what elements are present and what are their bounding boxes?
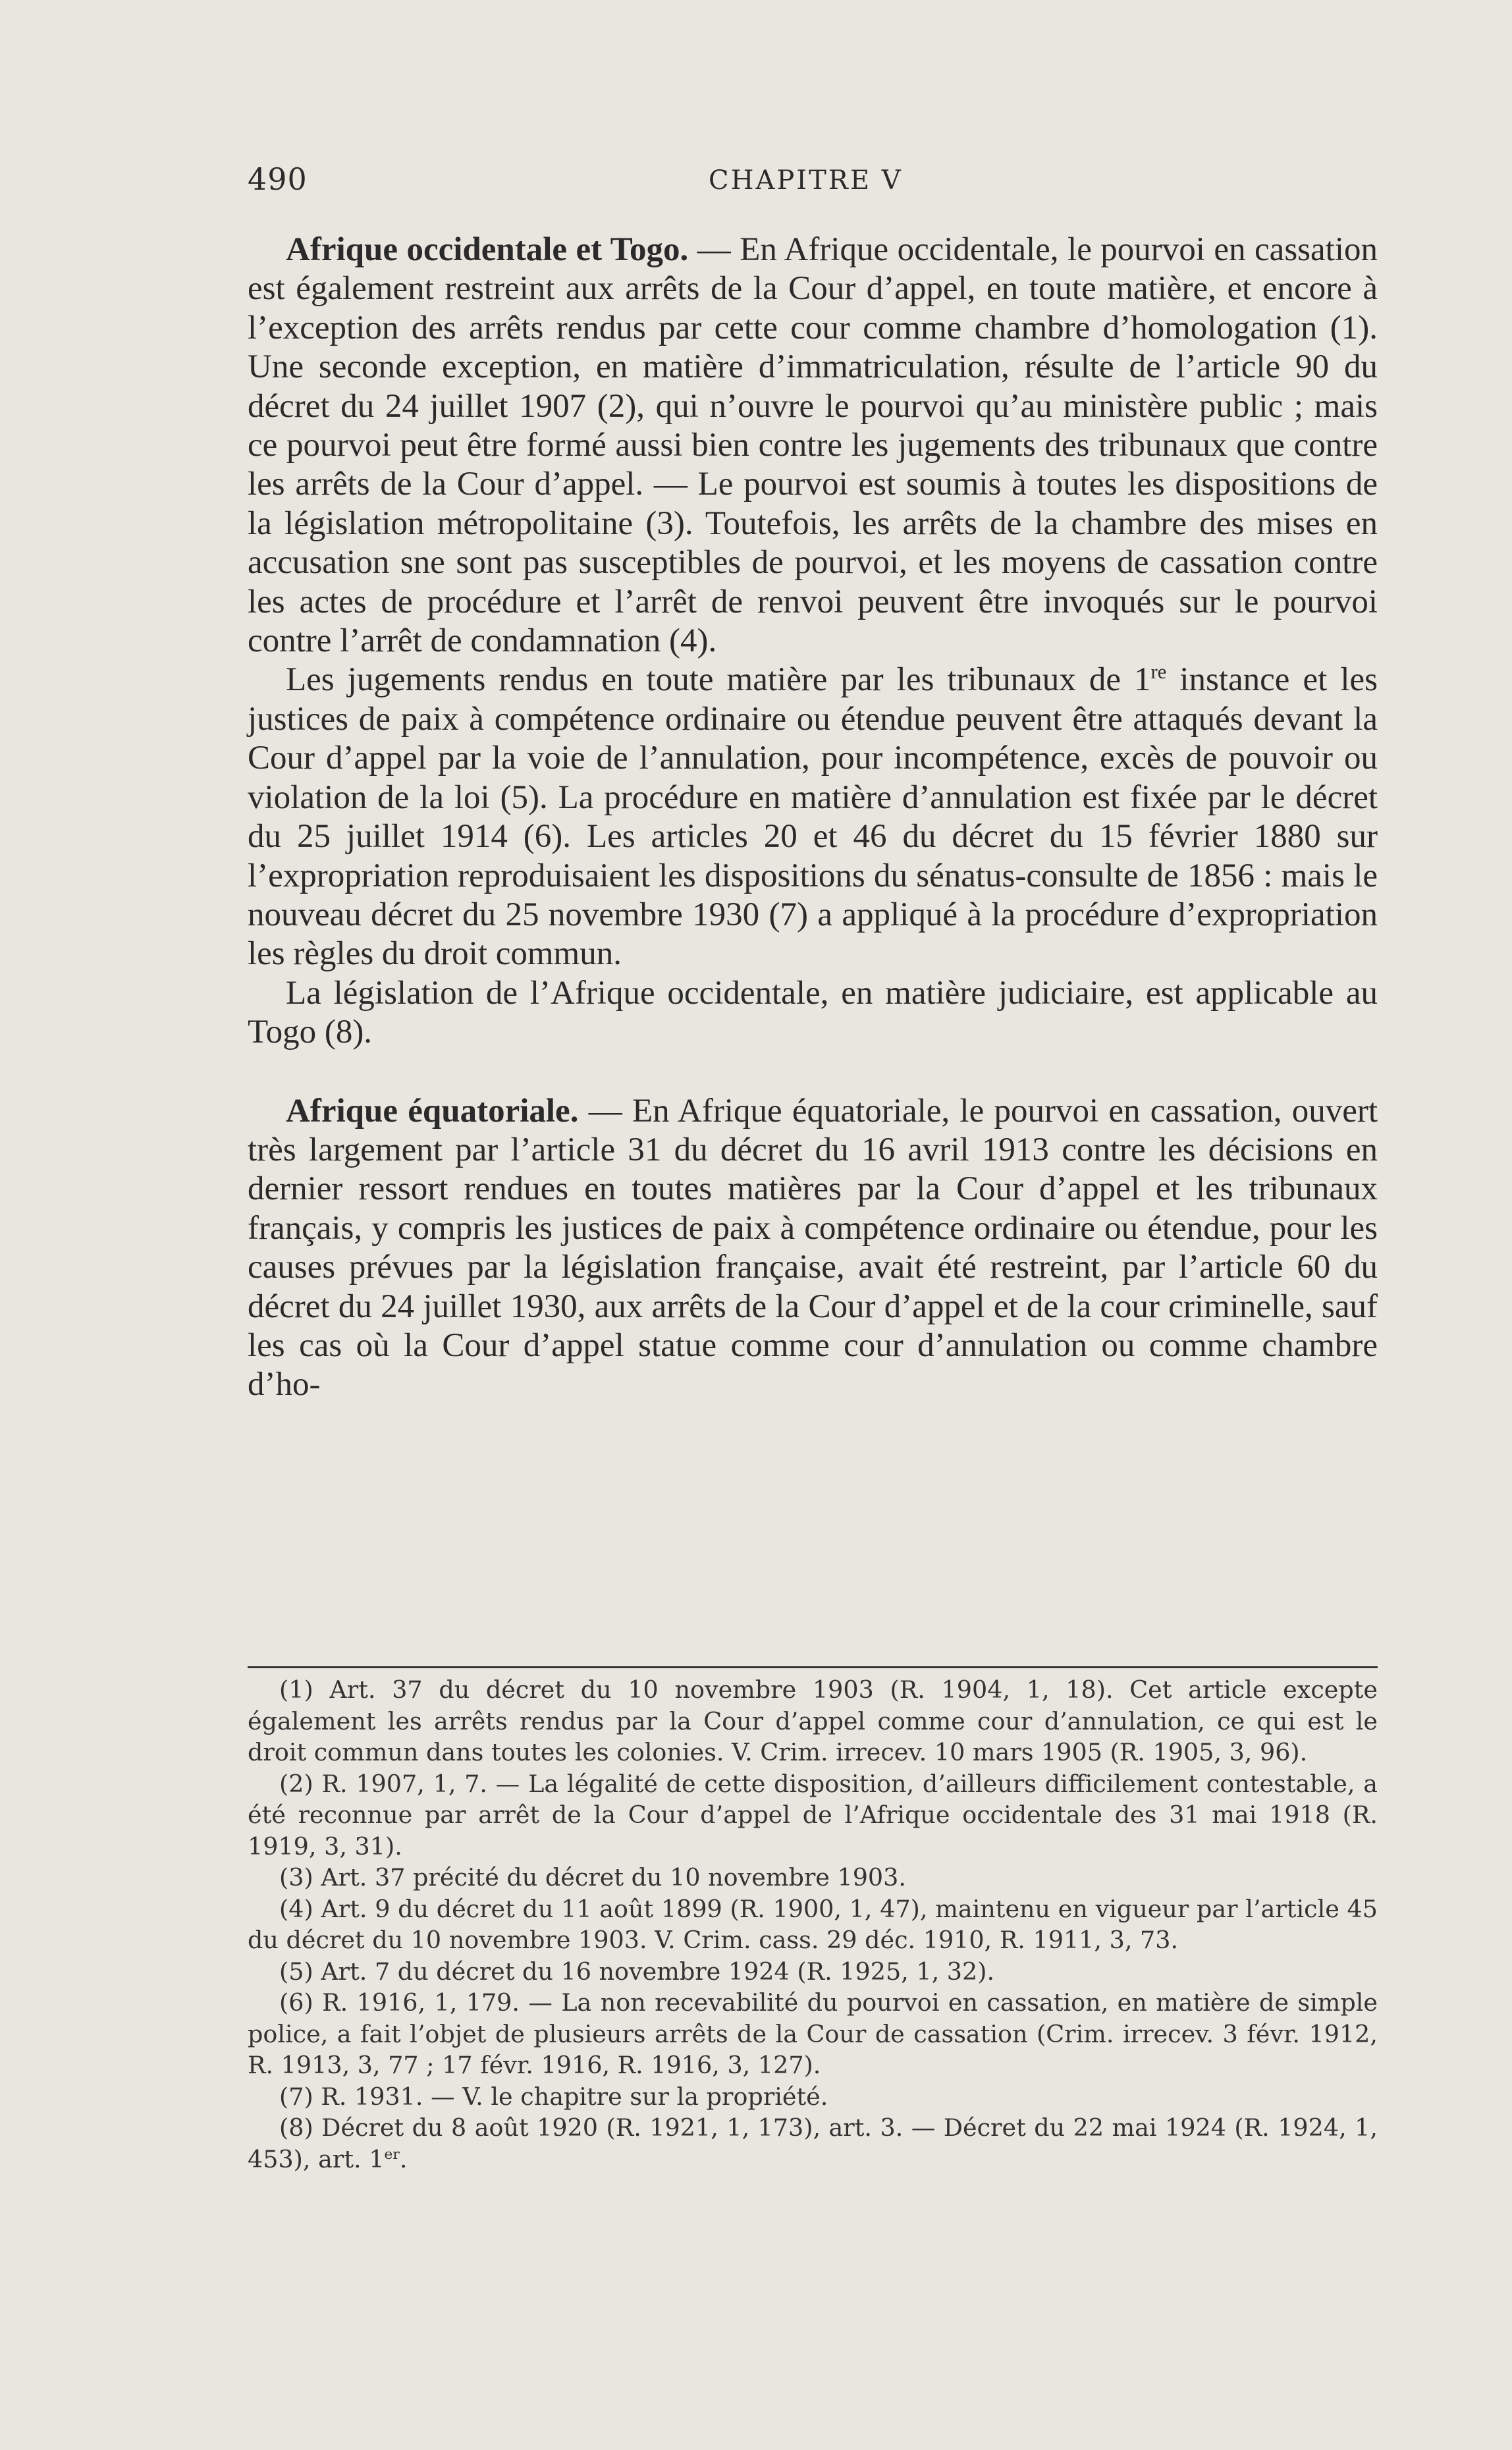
page-number: 490: [248, 161, 308, 197]
superscript: er: [384, 2146, 400, 2163]
paragraph-text: — En Afrique équatoriale, le pourvoi en cassation, ouvert très largement par l’article 31 du décret du 16 avril 1913 contre les décisions en dernier ressort rendues en toutes matières par la Cour d’appel et les tribunaux français, y compris les justices de paix à compétence ordinaire ou étendue, pour les causes prévues par la législation française, avait été restreint, par l’article 60 du décret du 24 juillet 1930, aux arrêts de la Cour d’appel et de la cour criminelle, sauf les cas où la Cour d’appel statue comme cour d’annulation ou comme chambre d’ho-: [248, 1092, 1378, 1403]
paragraph-text: Les jugements rendus en toute matière par les tribunaux de 1: [286, 661, 1151, 699]
footnote-divider: [248, 1666, 1378, 1668]
footnote-4: (4) Art. 9 du décret du 11 août 1899 (R. 1900, 1, 47), maintenu en vigueur par l’article 45 du décret du 10 novembre 1903. V. Crim. cass. 29 déc. 1910, R. 1911, 3, 73.: [248, 1894, 1378, 1954]
footnote-text: (8) Décret du 8 août 1920 (R. 1921, 1, 173), art. 3. — Décret du 22 mai 1924 (R. 1924, 1, 453), art. 1: [248, 2113, 1378, 2173]
superscript: re: [1150, 661, 1167, 684]
footnote-6: (6) R. 1916, 1, 179. — La non recevabilité du pourvoi en cassation, en matière de simple police, a fait l’objet de plusieurs arrêts de la Cour de cassation (Crim. irrecev. 3 févr. 1912, R. 1913, 3, 77 ; 17 févr. 1916, R. 1916, 3, 127).: [248, 1988, 1378, 2079]
footnote-7: (7) R. 1931. — V. le chapitre sur la propriété.: [279, 2082, 828, 2111]
paragraph-text: instance et les justices de paix à compétence ordinaire ou étendue peuvent être attaqués devant la Cour d’appel par la voie de l’annulation, pour incompétence, excès de pouvoir ou violation de la loi (5). La procédure en matière d’annulation est fixée par le décret du 25 juillet 1914 (6). Les articles 20 et 46 du décret du 15 février 1880 sur l’expropriation reproduisaient les dispositions du sénatus-consulte de 1856 : mais le nouveau décret du 25 novembre 1930 (7) a appliqué à la procédure d’expropriation les règles du droit commun.: [248, 661, 1378, 973]
paragraph-annulation: [248, 661, 1378, 973]
footnote-text: .: [399, 2144, 408, 2173]
paragraph-togo: La législation de l’Afrique occidentale, en matière judiciaire, est applicable au Togo (8).: [248, 974, 1378, 1051]
paragraph-afrique-occidentale: [248, 231, 1378, 661]
page-header: [248, 161, 1378, 201]
section-heading-afrique-occidentale: Afrique occidentale et Togo.: [286, 231, 689, 268]
footnote-2: (2) R. 1907, 1, 7. — La légalité de cette disposition, d’ailleurs difficilement contestable, a été reconnue par arrêt de la Cour d’appel de l’Afrique occidentale des 31 mai 1918 (R. 1919, 3, 31).: [248, 1769, 1378, 1861]
paragraph-afrique-equatoriale: [248, 1092, 1378, 1405]
footnote-3: (3) Art. 37 précité du décret du 10 novembre 1903.: [279, 1863, 906, 1892]
footnote-1: (1) Art. 37 du décret du 10 novembre 1903 (R. 1904, 1, 18). Cet article excepte également les arrêts rendus par la Cour d’appel comme cour d’annulation, ce qui est le droit commun dans toutes les colonies. V. Crim. irrecev. 10 mars 1905 (R. 1905, 3, 96).: [248, 1675, 1378, 1766]
section-heading-afrique-equatoriale: Afrique équatoriale.: [286, 1092, 579, 1130]
paragraph-text: — En Afrique occidentale, le pourvoi en cassation est également restreint aux arrêts de la Cour d’appel, en toute matière, et encore à l’exception des arrêts rendus par cette cour comme chambre d’homologation (1). Une seconde exception, en matière d’immatriculation, résulte de l’article 90 du décret du 24 juillet 1907 (2), qui n’ouvre le pourvoi qu’au ministère public ; mais ce pourvoi peut être formé aussi bien contre les jugements des tribunaux que contre les arrêts de la Cour d’appel. — Le pourvoi est soumis à toutes les dispositions de la législation métropolitaine (3). Toutefois, les arrêts de la chambre des mises en accusation sne sont pas susceptibles de pourvoi, et les moyens de cassation contre les actes de procédure et l’arrêt de renvoi peuvent être invoqués sur le pourvoi contre l’arrêt de condamnation (4).: [248, 231, 1378, 660]
main-text: [248, 231, 1378, 1405]
footnote-8: [248, 2112, 1378, 2175]
footnotes: [248, 1674, 1378, 2175]
footnote-5: (5) Art. 7 du décret du 16 novembre 1924 (R. 1925, 1, 32).: [279, 1957, 995, 1986]
running-head: CHAPITRE V: [709, 165, 903, 196]
